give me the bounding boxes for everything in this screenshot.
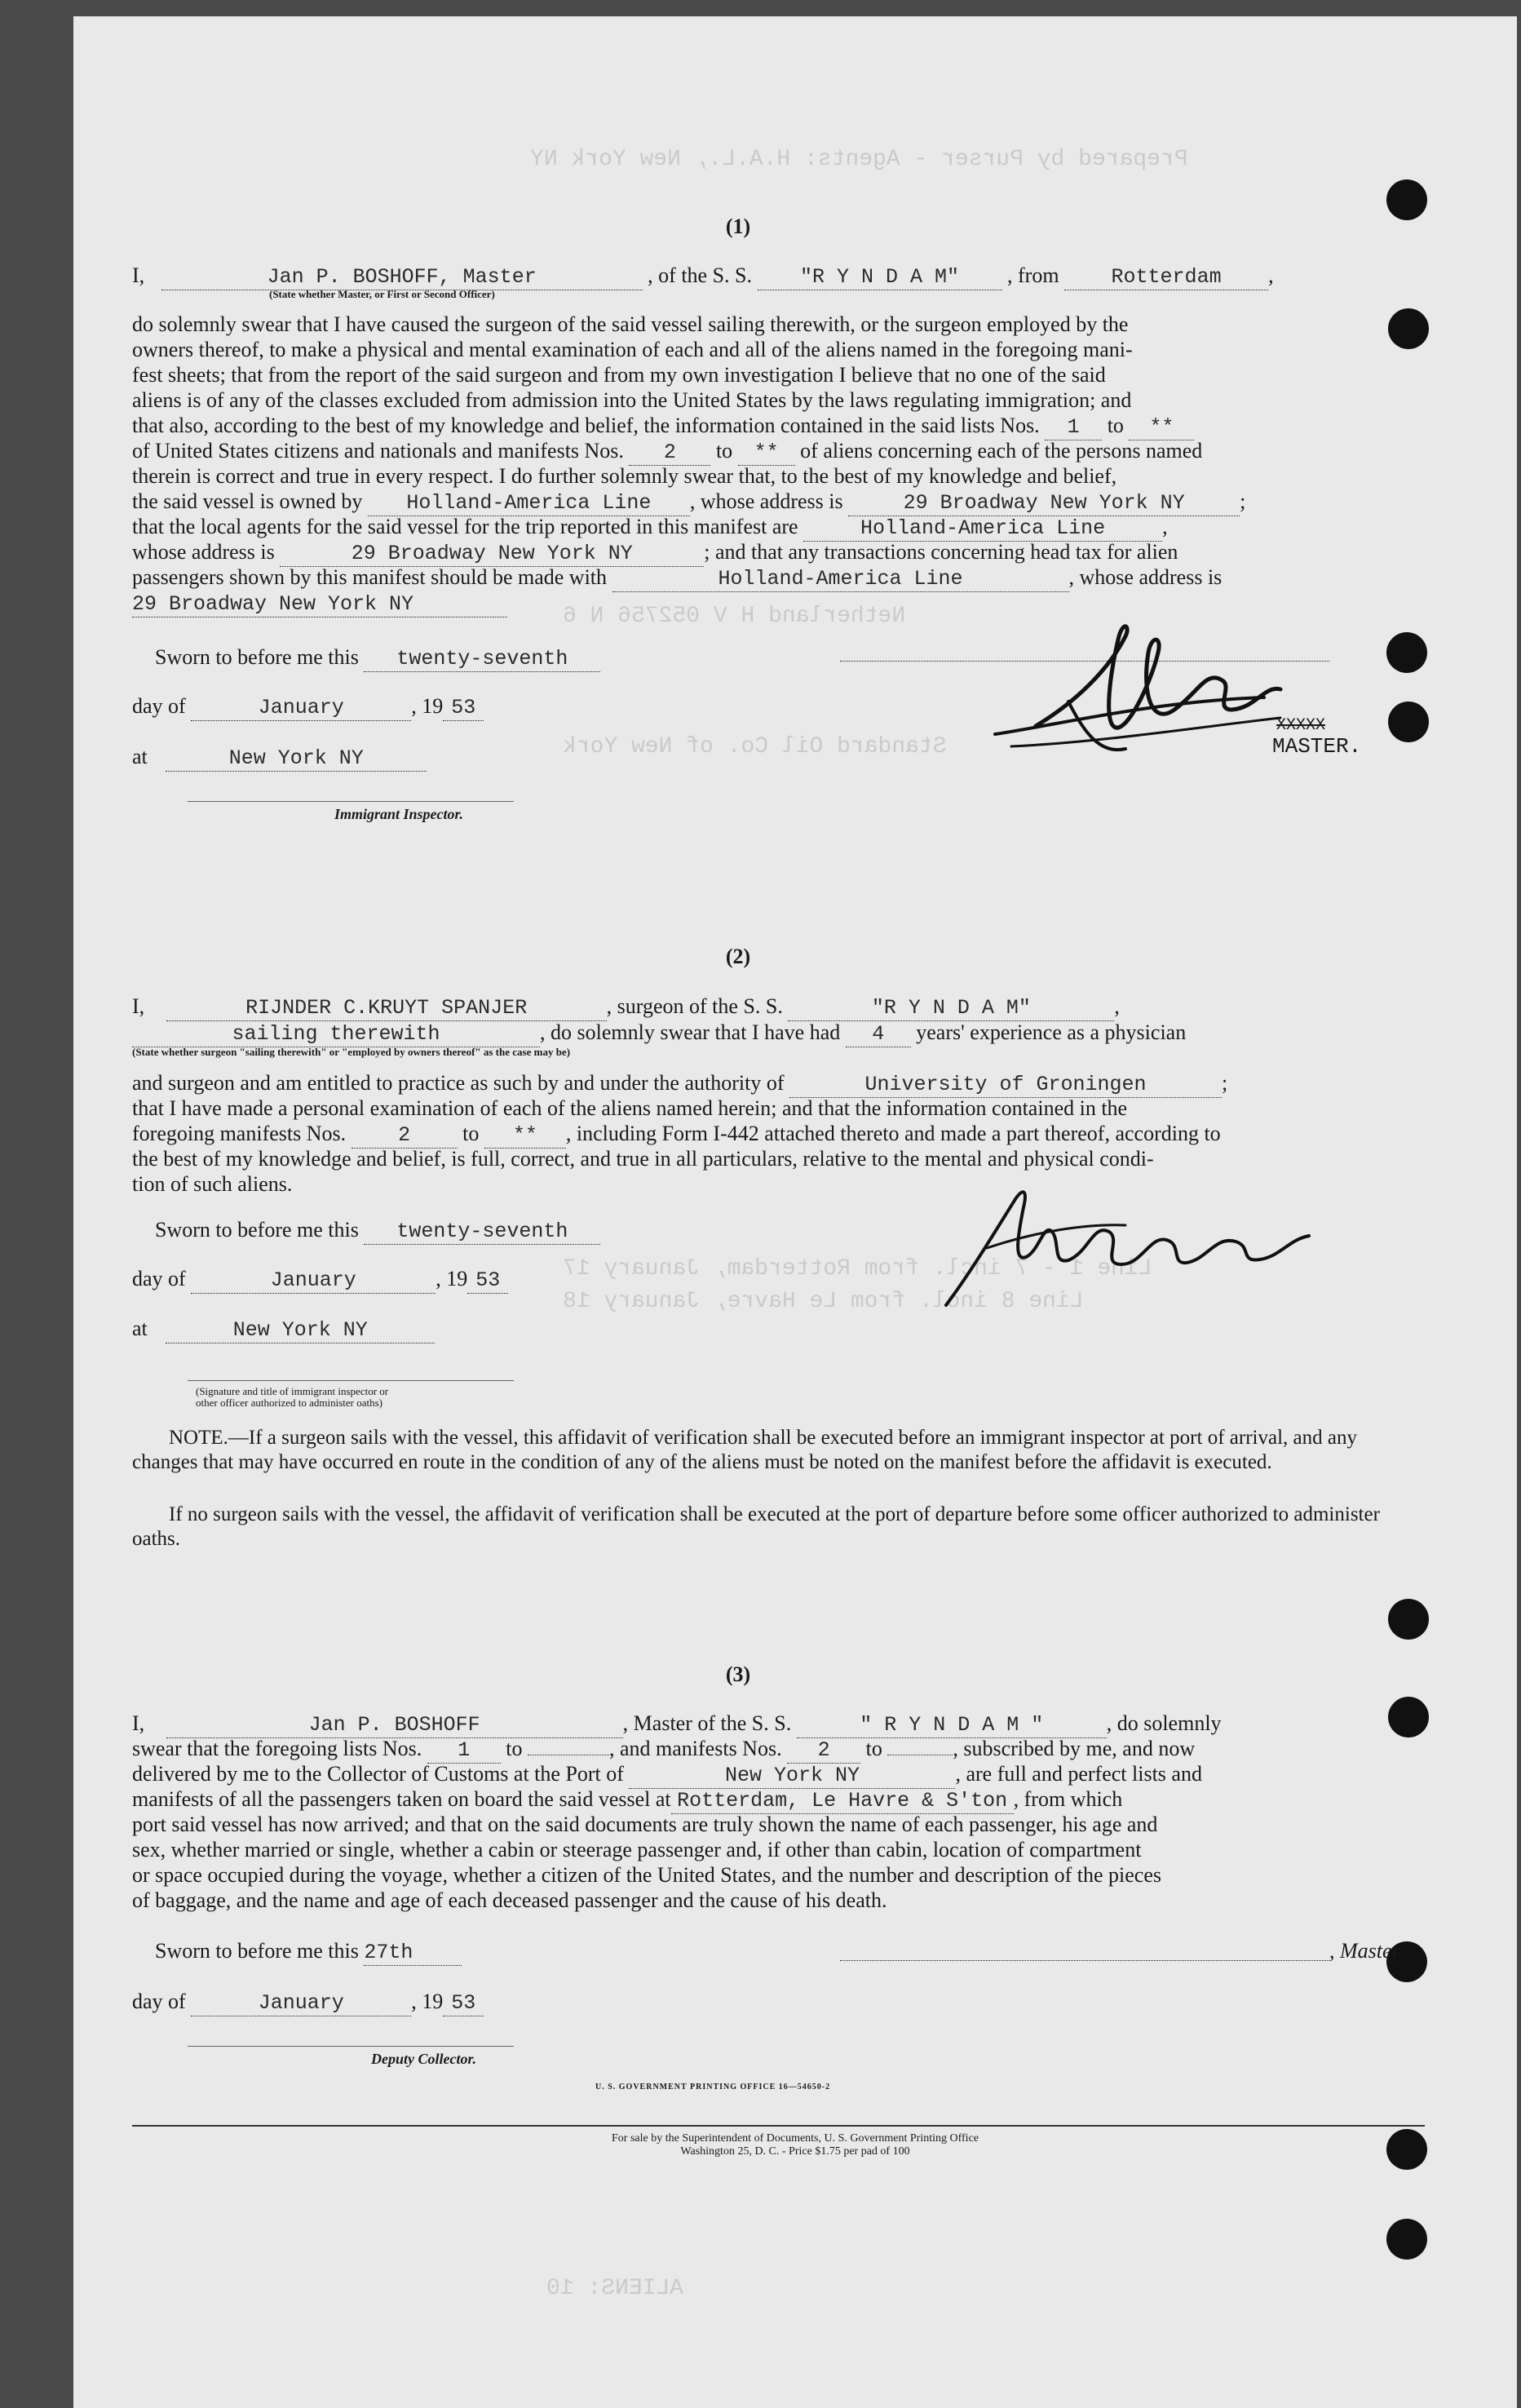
surgeon-manifest-to-field: ** — [484, 1122, 566, 1149]
surgeon-name-field: RIJNDER C.KRUYT SPANJER — [166, 995, 607, 1021]
section-3-month-field: January — [191, 1990, 411, 2016]
surgeon-place-field: New York NY — [166, 1317, 435, 1343]
section-1-line-5: that also, according to the best of my knowledge and belief, the information contained in the said lists Nos. 1 to ** — [132, 413, 1425, 440]
section-1-line-11: passengers shown by this manifest should be made with Holland-America Line , whose address is — [132, 565, 1223, 591]
surgeon-ship-field: "R Y N D A M" — [788, 995, 1114, 1021]
section-3-line-4: manifests of all the passengers taken on board the said vessel at Rotterdam, Le Havre & S'ton , from which — [132, 1787, 1123, 1813]
section-2-place: at New York NY — [132, 1316, 1425, 1343]
tax-agent-field: Holland-America Line — [612, 566, 1069, 592]
section-3-port-field: New York NY — [629, 1763, 955, 1789]
section-3-line-3: delivered by me to the Collector of Customs at the Port of New York NY , are full and perfect lists and — [132, 1762, 1202, 1787]
years-field: 4 — [846, 1021, 911, 1047]
surgeon-month-field: January — [191, 1268, 436, 1294]
section-3-master-signature-line — [840, 1960, 1329, 1961]
section-2-sworn: Sworn to before me this twenty-seventh — [155, 1217, 1448, 1245]
sailing-field: sailing therewith — [132, 1021, 540, 1047]
surgeon-inspector-line — [188, 1380, 514, 1381]
sworn-day-field: twenty-seventh — [364, 646, 600, 672]
section-2-line-4: that I have made a personal examination of each of the aliens named herein; and that the information contained in the — [132, 1096, 1128, 1120]
sale-notice-1: For sale by the Superintendent of Documents, U. S. Government Printing Office — [612, 2132, 979, 2145]
collector-signature-line — [188, 2046, 514, 2047]
section-2-line-3: and surgeon and am entitled to practice as such by and under the authority of University of Groningen ; — [132, 1071, 1228, 1096]
punch-hole — [1388, 1599, 1429, 1640]
master-hint: (State whether Master, or First or Second Officer) — [269, 288, 495, 300]
surgeon-signature — [938, 1175, 1321, 1313]
section-1-place: at New York NY — [132, 744, 1425, 772]
section-2-date: day of January , 19 53 — [132, 1266, 1425, 1294]
section-1-line-3: fest sheets; that from the report of the said surgeon and from my own investigation I believe that no one of the said — [132, 363, 1106, 387]
signature-caption-1: (Signature and title of immigrant inspector or — [196, 1385, 389, 1397]
bleed-through-text: ALIENS: 10 — [546, 2276, 684, 2301]
section-1-line-0: I, Jan P. BOSHOFF, Master , of the S. S. "R Y N D A M" , from Rotterdam , — [132, 263, 1274, 289]
bleed-through-text: Standard Oil Co. of New York — [563, 734, 947, 759]
section-1-line-7: therein is correct and true in every respect. I do further solemnly swear that, to the best of my knowledge and belief, — [132, 464, 1117, 488]
year-field: 53 — [443, 695, 484, 721]
list-to-field: ** — [1129, 414, 1194, 440]
section-3-master-label: , Master — [1329, 1939, 1400, 1963]
section-3-embark-field: Rotterdam, Le Havre & S'ton — [671, 1788, 1014, 1814]
section-3-number: (3) — [725, 1662, 751, 1686]
section-3-year-field: 53 — [443, 1990, 484, 2016]
section-3-line-7: or space occupied during the voyage, whether a citizen of the United States, and the number and description of the pieces — [132, 1863, 1162, 1887]
bleed-through-text: Line 1 - 7 incl. from Rotterdam, January 17 — [563, 1256, 1152, 1281]
agents-field: Holland-America Line — [803, 516, 1162, 542]
footer-rule — [132, 2125, 1425, 2127]
section-2-line-5: foregoing manifests Nos. 2 to ** , including Form I-442 attached thereto and made a part thereof, according to — [132, 1122, 1221, 1147]
inspector-caption: Immigrant Inspector. — [334, 806, 464, 822]
section-1-line-8: the said vessel is owned by Holland-America Line , whose address is 29 Broadway New York NY ; — [132, 489, 1246, 515]
gpo-imprint: U. S. GOVERNMENT PRINTING OFFICE 16—54650-2 — [595, 2083, 831, 2092]
section-1-line-9: that the local agents for the said vessel for the trip reported in this manifest are Holland-America Line , — [132, 515, 1168, 540]
section-3-manifest-from-field: 2 — [787, 1737, 860, 1764]
section-2-line-6: the best of my knowledge and belief, is full, correct, and true in all particulars, relative to the mental and physical condi- — [132, 1147, 1154, 1171]
section-1-line-10: whose address is 29 Broadway New York NY ; and that any transactions concerning head tax for alien — [132, 540, 1178, 565]
inspector-signature-line — [188, 801, 514, 802]
section-1-date: day of January , 19 53 — [132, 693, 1425, 721]
master-name-field: Jan P. BOSHOFF, Master — [161, 264, 643, 290]
section-3-line-2: swear that the foregoing lists Nos. 1 to , and manifests Nos. 2 to , subscribed by me, and now — [132, 1737, 1196, 1762]
section-3-list-from-field: 1 — [427, 1737, 501, 1764]
list-from-field: 1 — [1045, 414, 1102, 440]
section-3-master-field: Jan P. BOSHOFF — [166, 1712, 623, 1738]
section-2-line-2: sailing therewith , do solemnly swear that I have had 4 years' experience as a physician — [132, 1020, 1425, 1047]
section-1-line-4: aliens is of any of the classes excluded from admission into the United States by the laws regulating immigration; and — [132, 388, 1132, 412]
month-field: January — [191, 695, 411, 721]
manifest-from-field: 2 — [629, 440, 710, 466]
surgeon-sworn-day-field: twenty-seventh — [364, 1219, 600, 1245]
surgeon-manifest-from-field: 2 — [352, 1122, 458, 1149]
owner-field: Holland-America Line — [368, 490, 690, 516]
section-3-line-8: of baggage, and the name and age of each deceased passenger and the cause of his death. — [132, 1888, 887, 1912]
section-3-ship-field: " R Y N D A M " — [797, 1712, 1107, 1738]
owner-address-field: 29 Broadway New York NY — [848, 490, 1240, 516]
section-1-sworn: Sworn to before me this twenty-seventh — [155, 644, 1448, 672]
bleed-through-text: Line 8 incl. from Le Havre, January 18 — [563, 1289, 1084, 1314]
section-1-line-1: do solemnly swear that I have caused the surgeon of the said vessel sailing therewith, or the surgeon employed by the — [132, 312, 1129, 336]
surgeon-year-field: 53 — [467, 1268, 508, 1294]
section-2-line-7: tion of such aliens. — [132, 1172, 293, 1196]
manifest-to-field: ** — [738, 440, 795, 466]
authority-field: University of Groningen — [789, 1072, 1222, 1098]
collector-caption: Deputy Collector. — [371, 2051, 476, 2067]
section-3-sworn: Sworn to before me this 27th — [155, 1938, 1448, 1966]
section-1-number: (1) — [725, 215, 751, 238]
signature-caption-2: other officer authorized to administer oaths) — [196, 1397, 382, 1409]
section-3-line-1: I, Jan P. BOSHOFF , Master of the S. S. " R Y N D A M " , do solemnly — [132, 1711, 1222, 1737]
punch-hole — [1386, 179, 1427, 220]
sale-notice-2: Washington 25, D. C. - Price $1.75 per pad of 100 — [680, 2145, 910, 2158]
punch-hole — [1386, 2219, 1427, 2260]
port-from-field: Rotterdam — [1064, 264, 1268, 290]
section-3-sworn-day-field: 27th — [364, 1940, 462, 1966]
bleed-through-text: Netherland H V 052756 N 6 — [563, 604, 906, 629]
section-2-line-1: I, RIJNDER C.KRUYT SPANJER , surgeon of the S. S. "R Y N D A M" , — [132, 994, 1120, 1020]
bleed-through-text: Prepared by Purser - Agents: H.A.L., New York NY — [530, 147, 1188, 172]
section-3-line-6: sex, whether married or single, whether a cabin or steerage passenger and, if other than cabin, location of compartment — [132, 1838, 1142, 1861]
ship-name-field: "R Y N D A M" — [758, 264, 1002, 290]
section-1-line-2: owners thereof, to make a physical and mental examination of each and all of the aliens named in the foregoing mani- — [132, 338, 1133, 361]
tax-address-field: 29 Broadway New York NY — [132, 591, 507, 617]
note-paragraph-1: NOTE.—If a surgeon sails with the vessel, this affidavit of verification shall be executed before an immigrant inspector at port of arrival, and any changes that may have occurred en route in the condition of any of the aliens must be noted on the manifest before the affidavit is executed. — [132, 1427, 1357, 1473]
master-signature — [938, 604, 1313, 783]
manifest-page — [73, 16, 1517, 2408]
section-3-date: day of January , 19 53 — [132, 1989, 1425, 2016]
place-field: New York NY — [166, 746, 427, 772]
note-paragraph-2: If no surgeon sails with the vessel, the affidavit of verification shall be executed at the port of departure before some officer authorized to administer oaths. — [132, 1503, 1380, 1550]
master-title: XXXXX MASTER. — [1272, 716, 1362, 759]
section-3-line-5: port said vessel has now arrived; and that on the said documents are truly shown the name of each passenger, his age and — [132, 1813, 1158, 1836]
sailing-hint: (State whether surgeon "sailing therewith" or "employed by owners thereof" as the case may be) — [132, 1046, 571, 1058]
section-2-number: (2) — [725, 945, 751, 968]
section-1-line-6: of United States citizens and nationals and manifests Nos. 2 to ** of aliens concerning each of the persons named — [132, 439, 1203, 464]
agents-address-field: 29 Broadway New York NY — [280, 541, 704, 567]
